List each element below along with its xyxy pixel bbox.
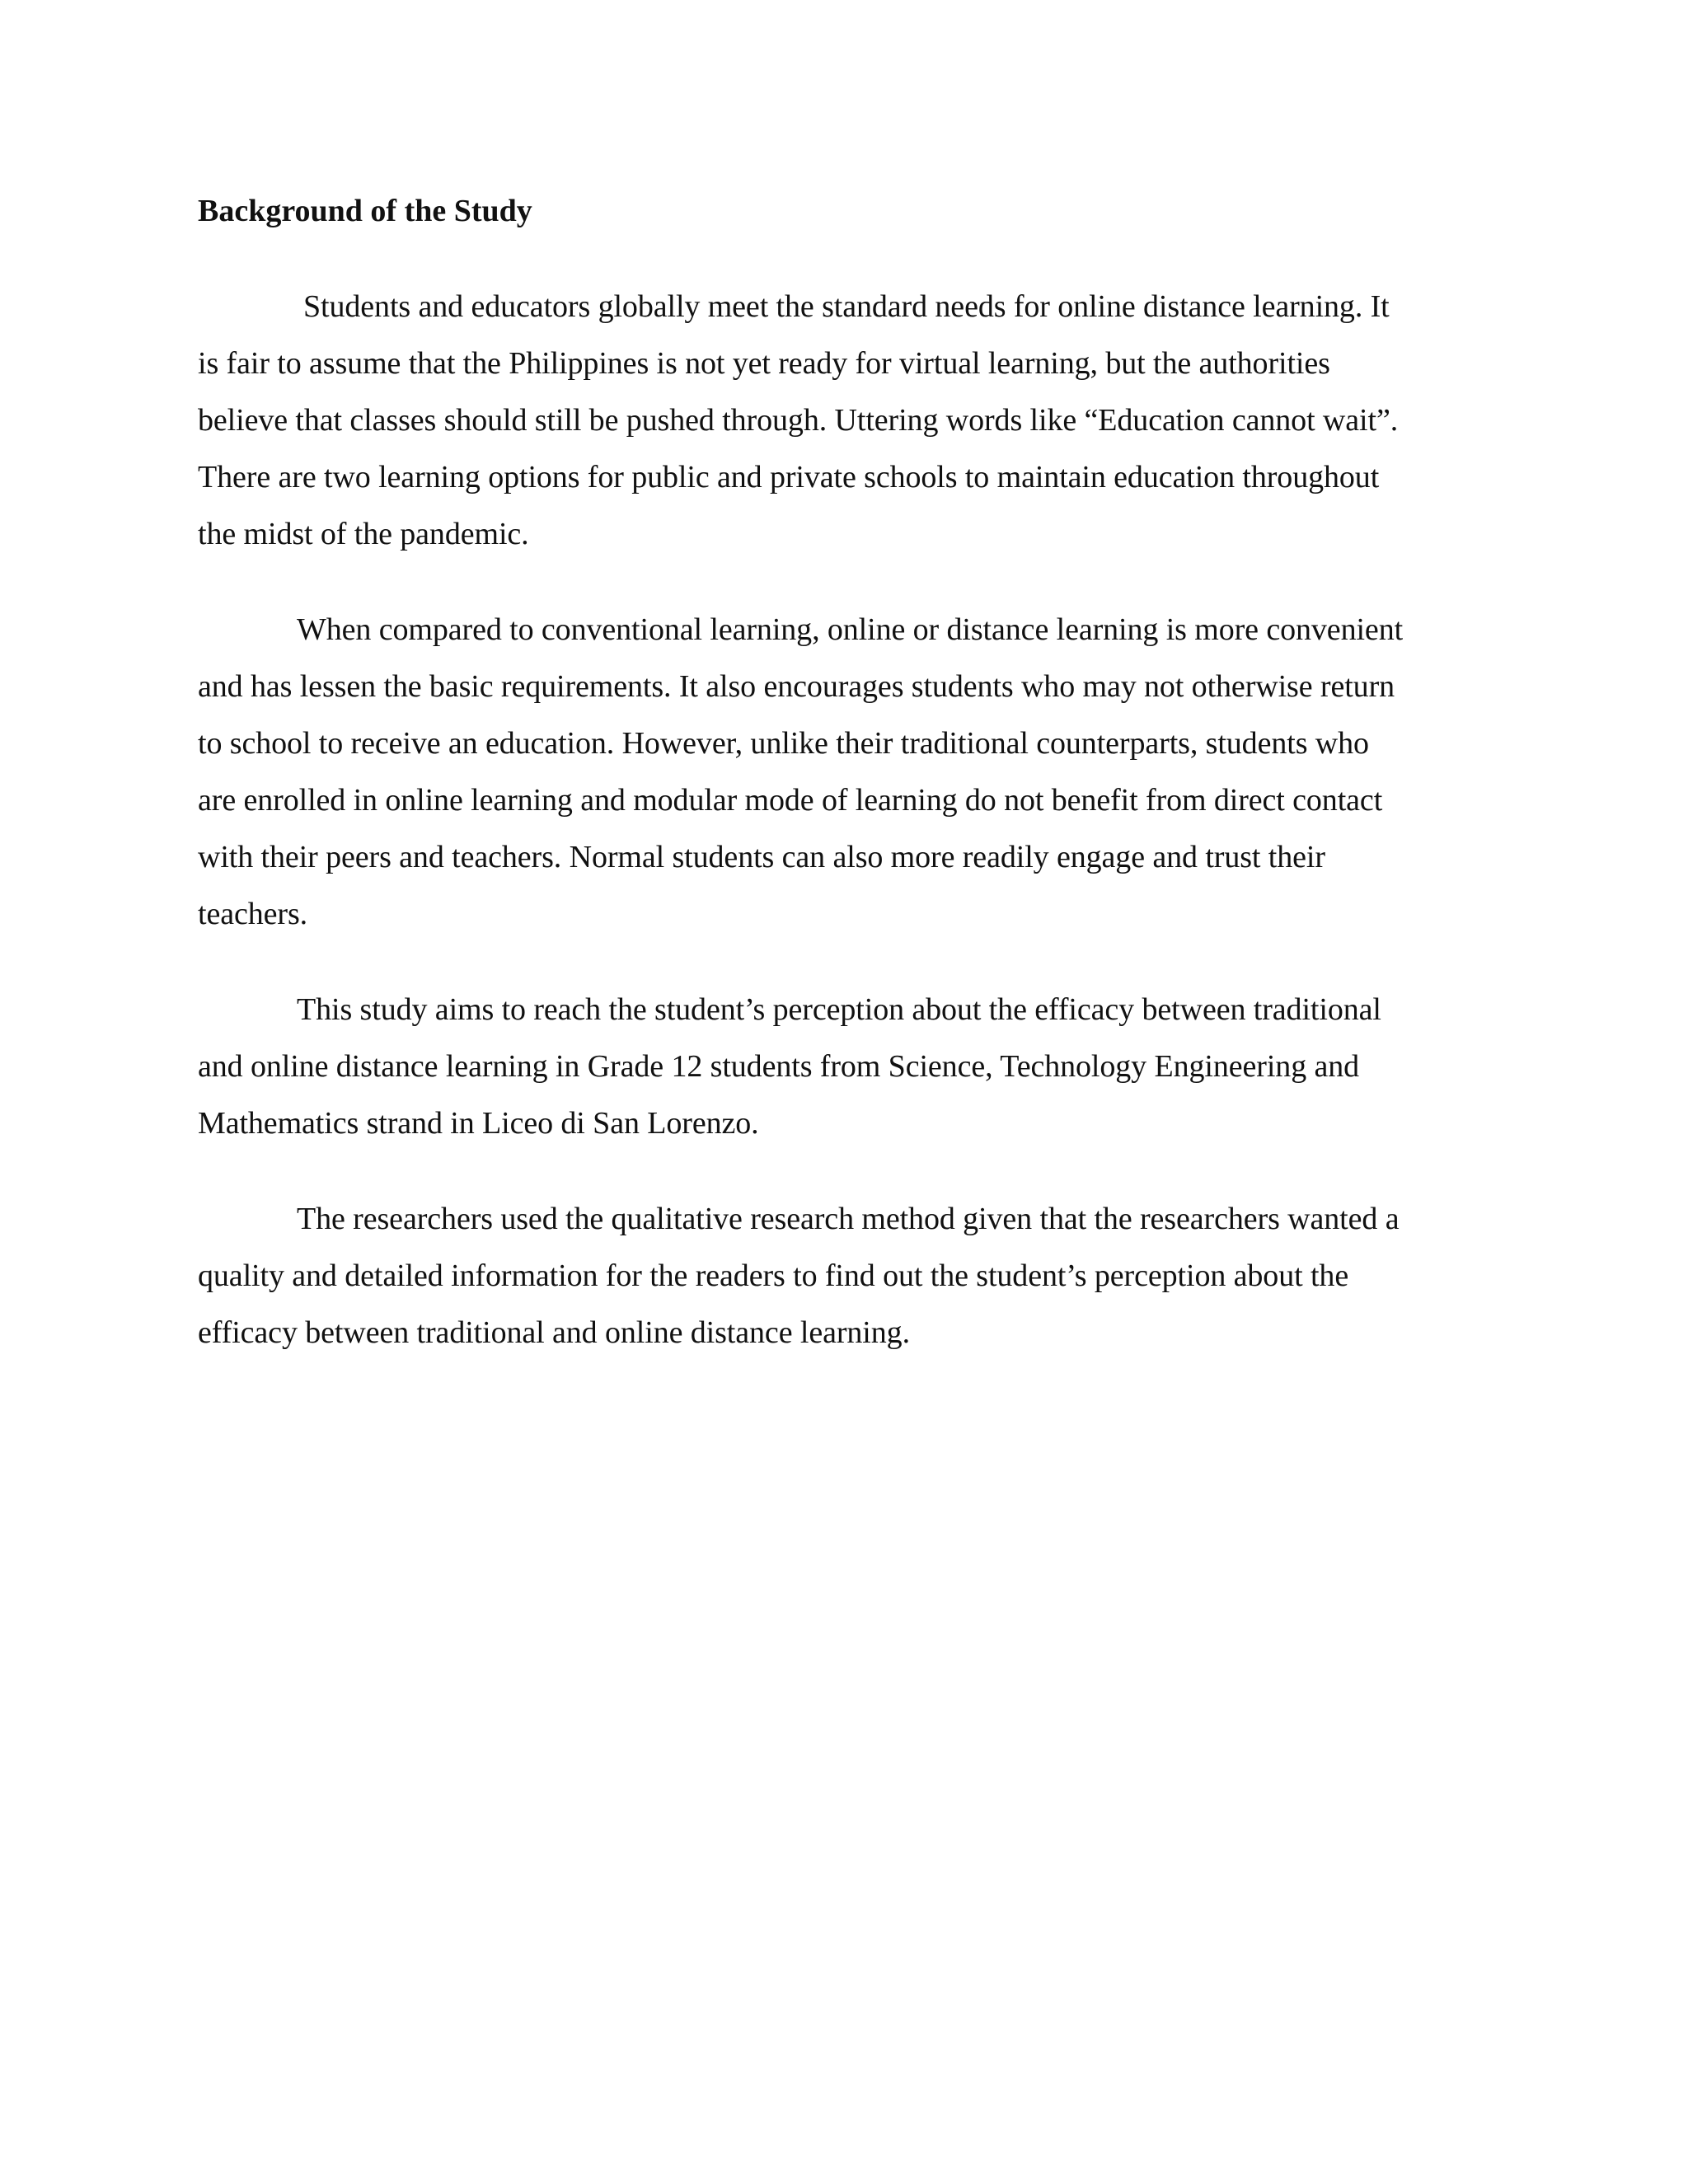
paragraph-1-line-3: believe that classes should still be pushed through. Uttering words like “Education cannot wait”. <box>198 402 1399 438</box>
paragraph-2-line-3: to school to receive an education. However, unlike their traditional counterparts, students who <box>198 725 1369 761</box>
paragraph-3 <box>198 982 1490 1152</box>
paragraph-1-line-4: There are two learning options for public and private schools to maintain education throughout <box>198 459 1380 494</box>
paragraph-3-line-3: Mathematics strand in Liceo di San Lorenzo. <box>198 1105 759 1141</box>
paragraph-2-line-6: teachers. <box>198 896 308 931</box>
paragraph-1 <box>198 279 1490 563</box>
document-body <box>198 193 1490 1400</box>
paragraph-4 <box>198 1191 1490 1361</box>
paragraph-2-line-5: with their peers and teachers. Normal students can also more readily engage and trust their <box>198 839 1325 874</box>
paragraph-1-line-5: the midst of the pandemic. <box>198 516 529 551</box>
paragraph-3-line-1: This study aims to reach the student’s perception about the efficacy between traditional <box>297 991 1381 1027</box>
paragraph-1-line-2: is fair to assume that the Philippines is not yet ready for virtual learning, but the authorities <box>198 345 1330 381</box>
paragraph-2 <box>198 602 1490 943</box>
paragraph-3-line-2: and online distance learning in Grade 12 students from Science, Technology Engineering and <box>198 1048 1360 1084</box>
paragraph-4-line-2: quality and detailed information for the readers to find out the student’s perception about the <box>198 1258 1349 1293</box>
paragraph-2-line-1: When compared to conventional learning, online or distance learning is more convenient <box>297 612 1404 647</box>
paragraph-4-line-3: efficacy between traditional and online distance learning. <box>198 1315 910 1350</box>
paragraph-2-line-4: are enrolled in online learning and modular mode of learning do not benefit from direct contact <box>198 782 1383 818</box>
paragraph-1-line-1: Students and educators globally meet the standard needs for online distance learning. It <box>303 288 1390 324</box>
paragraph-2-line-2: and has lessen the basic requirements. It also encourages students who may not otherwise return <box>198 668 1395 704</box>
section-heading: Background of the Study <box>198 194 532 228</box>
paragraph-4-line-1: The researchers used the qualitative research method given that the researchers wanted a <box>297 1201 1400 1236</box>
